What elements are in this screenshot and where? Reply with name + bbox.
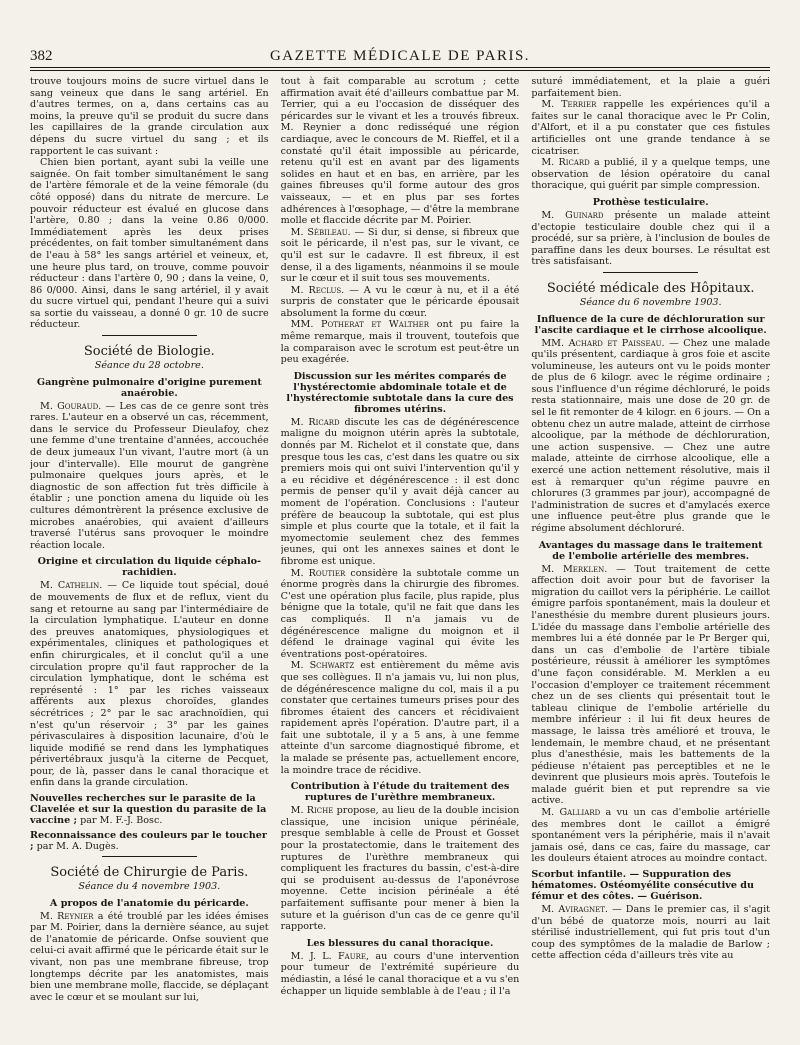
session-date: Séance du 28 octobre. <box>94 360 204 372</box>
article-heading: Contribution à l'étude du traitement des ruptures de l'urèthre membraneux. <box>290 781 510 804</box>
column-2 <box>281 76 520 1042</box>
author: M. Cathelin. <box>40 580 103 592</box>
author: M. Terrier <box>541 99 597 111</box>
paragraph: M. Reclus. — A vu le cœur à nu, et il a été surpris de constater que le péricarde épousait absolument la forme du cœur. <box>280 284 520 319</box>
author: M. Sébileau. <box>290 226 351 238</box>
society-title: Société médicale des Hôpitaux. <box>546 280 755 296</box>
author: M. Ricard <box>541 157 590 169</box>
paragraph: M. Ricard discute les cas de dégénérescence maligne du moignon utérin après la subtotale, donnés par M. Richelot et il constate que, dans presque tous les cas, c'est dans les quatre ou six premiers mois qui ont suivi l'intervention qu'il y a eu récidive et dégénérescence : il est donc permis de penser qu'il y avait déjà cancer au moment de l'opération. Conclusions : l'auteur préfère de beaucoup la subtotale, qui est plus simple et plus courte que la totale, et il fait la myomectomie seulement chez des femmes jeunes, qui ont les annexes saines et dont le fibrome est unique. <box>280 416 520 567</box>
paragraph: MM. Potherat et Walther ont pu faire la même remarque, mais il trouvent, toutefois que la comparaison avec le scrotum est peut-être un peu exagérée. <box>280 319 520 366</box>
paragraph: M. Merklen. — Tout traitement de cette affection doit avoir pour but de favoriser la migration du caillot vers la périphérie. Le caillot émigre parfois spontanément, mais la douleur et l'anesthésie du membre durent plusieurs jours. L'idée du massage dans l'embolie artérielle des membres lui a été donnée par le Pr Berger qui, dans un cas d'embolie de l'artère tibiale postérieure, réussit à améliorer les symptômes d'une façon considérable. M. Merklen a eu l'occasion d'employer ce traitement récemment chez un de ses clients qui présentait tout le tableau clinique de l'embolie artérielle du membre inférieur : il lui fit deux heures de massage, le laissa très amélioré et trouva, le lendemain, le membre chaud, et ne présentant plus d'anesthésie, mais les battements de la pédieuse n'étaient pas perceptibles et ne le devinrent que plusieurs mois après. Toutefois le malade guérit bien et put reprendre sa vie active. <box>531 563 771 807</box>
author: M. Schwartz <box>290 660 355 672</box>
paragraph: MM. Achard et Paisseau. — Chez une malade qu'ils présentent, cardiaque à gros foie et ascite volumineuse, les auteurs ont vu le poids monter de plus de 6 kilogr. avec le régime ordinaire ; sous l'influence d'un régime déchloruré, le poids resta stationnaire, mais une dose de 20 gr. de sel le fit remonter de 4 kilogr. en 6 jours. — On a obtenu chez un autre malade, atteint de cirrhose alcoolique, par la méthode de déchloruration, une action suspensive. — Chez une autre malade, atteinte de cirrhose alcoolique, elle a exercé une action nettement résolutive, mais il est à remarquer qu'un régime pauvre en chlorures (3 grammes par jour), accompagné de l'administration de sucres et d'amylacés exerce une influence peut-être plus grande que le régime absolument déchloruré. <box>531 337 771 534</box>
paragraph: tout à fait comparable au scrotum ; cette affirmation avait été d'ailleurs combattue par M. Terrier, qui a eu l'occasion de disséquer des péricardes sur le vivant et les a trouvés fibreux. M. Reynier a donc redisséqué une région cardiaque, avec le concours de M. Rieffel, et il a constaté qu'il était impossible au péricarde, retenu qu'il est en avant par des ligaments solides en haut et en bas, en arrière, par les gaines fibreuses qu'il forme autour des gros vaisseaux, — et en plus par ses fortes adhérences à l'œsophage, — d'être la membrane molle et flaccide décrite par M. Poirier. <box>280 76 520 227</box>
column-3 <box>531 76 770 1042</box>
article-heading: Scorbut infantile. — Suppuration des hématomes. Ostéomyélite consécutive du fémur et des côtes. — Guérison. <box>531 869 754 903</box>
paragraph: M. Aviragnet. — Dans le premier cas, il s'agit d'un bébé de quatorze mois, nourri au lait stérilisé industriellement, qui fut pris tout d'un coup des symptômes de la maladie de Barlow ; cette affection céda d'ailleurs très vite au <box>531 904 771 962</box>
article-heading: Origine et circulation du liquide céphalo-rachidien. <box>37 556 262 579</box>
paragraph: M. Schwartz est entièrement du même avis que ses collègues. Il n'a jamais vu, lui non plus, de dégénérescence maligne du col, mais il a pu constater que certaines tumeurs prises pour des fibromes étaient des cancers et récidivaient rapidement après l'opération. D'autre part, il a fait une subtotale, il y a 5 ans, à une femme atteinte d'un sarcome diagnostiqué fibrome, et la malade se présente pas, actuellement encore, la moindre trace de récidive. <box>280 660 520 776</box>
article-heading: Reconnaissance des couleurs par le toucher ; par M. A. Dugès. <box>30 830 267 853</box>
author: M. J. L. Faure <box>290 950 367 962</box>
paragraph: M. Gouraud. — Les cas de ce genre sont très rares. L'auteur en a observé un cas, récemment, dans le service du Professeur Dieulafoy, chez une femme d'une trentaine d'années, accouchée de deux jumeaux l'un vivant, l'autre mort (à un jour d'intervalle). Elle mourut de gangrène pulmonaire quelques jours après, et le diagnostic de son affection fut très difficile à établir ; une ponction amena du liquide où les cultures démontrèrent la présence exclusive de microbes anaérobies, qui avaient d'ailleurs traversé l'utérus sans provoquer le moindre réaction locale. <box>30 400 269 551</box>
paragraph: M. Riche propose, au lieu de la double incision classique, une incision unique périnéale, presque semblable à celle de Proust et Gosset pour la prostatectomie, dans le traitement des ruptures de l'urèthre membraneux qui compliquent les fractures du bassin, c'est-à-dire qui se produisent au-dessus de l'aponévrose moyenne. Cette incision périnéale a été parfaitement suffisante pour mener à bien la suture et la guérison d'un cas de ce genre qu'il rapporte. <box>280 805 520 933</box>
society-title: Société de Chirurgie de Paris. <box>50 865 249 881</box>
paragraph: M. J. L. Faure, au cours d'une intervention pour tumeur de l'extrémité supérieure du médiastin, a lésé le canal thoracique et a vu s'en échapper un liquide semblable à de l'eau ; il l'a <box>280 950 520 997</box>
author: M. Reynier <box>40 910 94 922</box>
paragraph: M. Cathelin. — Ce liquide tout spécial, doué de mouvements de flux et de reflux, vient du sang et retourne au sang par l'intermédiaire de la circulation lymphatique. L'auteur en donne des preuves anatomiques, physiologiques et expérimentales, cliniques et pathologiques et enfin chirurgicales, et il conclut qu'il a une circulation propre qu'il faut rapprocher de la circulation lymphatique, dont le schéma est représenté : 1° par les riches vaisseaux afférents aux plexus choroïdes, glandes sécrétrices ; 2° par le sac arachnoïdien, qui n'est qu'un réservoir ; 3° par les gaines périvasculaires à disposition lacunaire, d'où le liquide modifié se rend dans les lymphatiques périvertébraux jusqu'à la citerne de Pecquet, pour, de là, passer dans le canal thoracique et enfin dans la grande circulation. <box>30 580 269 789</box>
author: M. Guinard <box>541 209 604 221</box>
author: M. Reclus. <box>290 284 345 296</box>
page-number: 382 <box>30 48 53 64</box>
author: M. Merklen. <box>541 563 608 575</box>
paragraph: suturé immédiatement, et la plaie a guéri parfaitement bien. <box>531 76 771 99</box>
article-heading: Les blessures du canal thoracique. <box>306 937 494 949</box>
article-heading: Prothèse testiculaire. <box>592 196 709 208</box>
session-date: Séance du 4 novembre 1903. <box>78 881 221 893</box>
article-heading: Gangrène pulmonaire d'origine purement anaérobie. <box>36 376 262 399</box>
divider <box>102 856 197 857</box>
article-heading: Nouvelles recherches sur le parasite de la Clavelée et sur la question du parasite de la vaccine ; par M. F.-J. Bosc. <box>30 793 267 827</box>
society-title: Société de Biologie. <box>83 344 215 360</box>
author: M. Ricard <box>290 416 340 428</box>
author: M. Galliard <box>541 807 601 819</box>
paragraph: M. Sébileau. — Si dur, si dense, si fibreux que soit le péricarde, il n'est pas, sur le vivant, ce qu'il est sur le cadavre. Il est fibreux, il est dense, il a des ligaments, néanmoins il se moule sur le cœur et il suit tous ses mouvements. <box>280 226 520 285</box>
paragraph: M. Terrier rappelle les expériences qu'il a faites sur le canal thoracique avec le Pr Colin, d'Alfort, et il a pu constater que ces fistules artificielles ont une grande tendance à se cicatriser. <box>531 99 771 157</box>
header-rule <box>30 67 770 68</box>
paragraph: Chien bien portant, ayant subi la veille une saignée. On fait tomber simultanément le sang de l'artère fémorale et de la veine fémorale (du côté opposé) dans du nitrate de mercure. Le pouvoir réducteur est évalué en glucose dans l'artère, 0.80 ; dans la veine 0.86 0/000. Immédiatement après les deux prises précédentes, on fait tomber simultanément dans de l'eau à 58° les sangs artériel et veineux, et, une heure plus tard, on trouve, comme pouvoir réducteur : dans l'artère 0, 90 ; dans la veine, 0, 86 0/000. Ainsi, dans le sang artériel, il y avait du sucre virtuel qui, pendant l'heure qui a suivi sa sortie du vaisseau, a donné 0 gr. 10 de sucre réducteur. <box>30 157 269 331</box>
paragraph: M. Ricard a publié, il y a quelque temps, une observation de lésion opératoire du canal thoracique, qui guérit par simple compression. <box>531 157 771 192</box>
divider <box>102 335 197 336</box>
paragraph: M. Routier considère la subtotale comme un énorme progrès dans la chirurgie des fibromes. C'est une opération plus facile, plus rapide, plus bénigne que la totale, qu'il ne fait que dans les cas compliqués. Il n'a jamais vu de dégénérescence maligne du moignon et il défend le drainage vaginal qui évite les éventrations post-opératoires. <box>280 567 520 660</box>
header-rule-double <box>30 70 770 71</box>
author: M. Gouraud. <box>40 400 102 412</box>
paragraph: M. Galliard a vu un cas d'embolie artérielle des membres dont le caillot a émigré spontanément vers la périphérie, mais il n'avait jamais osé, dans ce cas, faire du massage, car les douleurs étaient atroces au moindre contact. <box>531 807 771 865</box>
text-columns <box>30 76 770 1042</box>
paragraph: M. Guinard présente un malade atteint d'ectopie testiculaire double chez qui il a procédé, sur sa prière, à l'inclusion de boules de paraffine dans les deux bourses. Le résultat est très satisfaisant. <box>531 209 771 268</box>
article-heading: Influence de la cure de déchloruration sur l'ascite cardiaque et le cirrhose alcoolique. <box>534 313 767 336</box>
column-1 <box>30 76 269 1042</box>
article-heading: A propos de l'anatomie du péricarde. <box>49 897 249 909</box>
article-heading: Discussion sur les mérites comparés de l'hystérectomie abdominale totale et de l'hystérectomie subtotale dans la cure des fibromes utérins. <box>286 370 514 415</box>
divider <box>603 272 698 273</box>
author: M. Riche <box>290 805 334 817</box>
session-date: Séance du 6 novembre 1903. <box>579 296 722 308</box>
author: MM. Potherat et Walther <box>290 319 430 331</box>
author: MM. Achard et Paisseau. <box>541 337 665 349</box>
paragraph: M. Reynier a été troublé par les idées émises par M. Poirier, dans la dernière séance, au sujet de l'anatomie de péricarde. Onfse souvient que celui-ci avait affirmé que le péricarde était sur le vivant, non pas une membrane fibreuse, trop longtemps décrite par les anatomistes, mais bien une membrane molle, flaccide, se déplaçant avec le cœur et se moulant sur lui, <box>30 910 269 1003</box>
journal-title: GAZETTE MÉDICALE DE PARIS. <box>269 48 531 64</box>
running-header <box>30 48 770 68</box>
paragraph: trouve toujours moins de sucre virtuel dans le sang veineux que dans le sang artériel. En d'autres termes, on a, dans certains cas au moins, la preuve qu'il se produit du sucre dans les capillaires de la grande circulation aux dépens du sucre virtuel du sang ; et ils rapportent le cas suivant : <box>30 76 269 157</box>
author: M. Aviragnet. <box>541 904 608 916</box>
author: M. Routier <box>290 567 346 579</box>
article-heading: Avantages du massage dans le traitement de l'embolie artérielle des membres. <box>538 539 763 562</box>
